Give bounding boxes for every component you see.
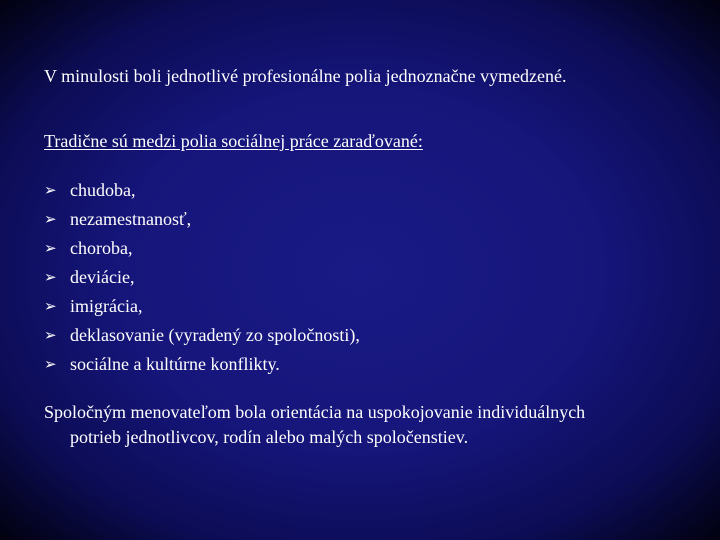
closing-line-2: potrieb jednotlivcov, rodín alebo malých spoločenstiev. xyxy=(70,427,469,447)
closing-paragraph xyxy=(44,400,684,450)
list-item xyxy=(44,176,360,205)
arrow-bullet-icon: ➢ xyxy=(44,239,57,257)
list-item-text: chudoba, xyxy=(70,180,136,200)
list-item-text: deviácie, xyxy=(70,267,135,287)
list-item-text: imigrácia, xyxy=(70,296,143,316)
list-item-text: choroba, xyxy=(70,238,133,258)
list-item xyxy=(44,205,360,234)
list-item xyxy=(44,234,360,263)
arrow-bullet-icon: ➢ xyxy=(44,355,57,373)
arrow-bullet-icon: ➢ xyxy=(44,297,57,315)
closing-line-1: Spoločným menovateľom bola orientácia na uspokojovanie individuálnych xyxy=(44,402,586,422)
list-item xyxy=(44,263,360,292)
arrow-bullet-icon: ➢ xyxy=(44,181,57,199)
bullet-list xyxy=(44,176,360,379)
arrow-bullet-icon: ➢ xyxy=(44,326,57,344)
list-item xyxy=(44,292,360,321)
arrow-bullet-icon: ➢ xyxy=(44,268,57,286)
list-item-text: sociálne a kultúrne konflikty. xyxy=(70,354,280,374)
intro-text: V minulosti boli jednotlivé profesionálne polia jednoznačne vymedzené. xyxy=(44,66,567,86)
list-item xyxy=(44,321,360,350)
list-item-text: deklasovanie (vyradený zo spoločnosti), xyxy=(70,325,360,345)
arrow-bullet-icon: ➢ xyxy=(44,210,57,228)
subheading: Tradične sú medzi polia sociálnej práce zaraďované: xyxy=(44,131,423,151)
list-item-text: nezamestnanosť, xyxy=(70,209,192,229)
list-item xyxy=(44,350,360,379)
